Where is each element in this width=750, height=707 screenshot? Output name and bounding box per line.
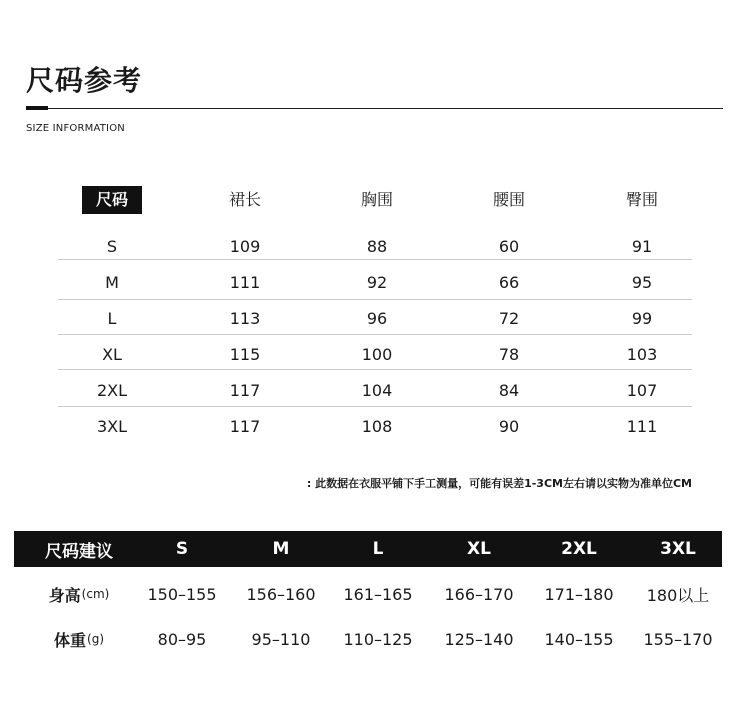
cell-value: 110–125 <box>343 629 413 649</box>
row-label-unit: (cm) <box>81 587 110 601</box>
cell-size: L <box>107 308 117 328</box>
cell-size: 3XL <box>96 416 128 436</box>
table-row <box>58 336 692 372</box>
cell-value: 156–160 <box>246 584 316 604</box>
page-title: 尺码参考 <box>26 64 143 97</box>
cell-bust: 96 <box>366 308 388 328</box>
cell-waist: 72 <box>498 308 520 328</box>
cell-size: XL <box>102 344 122 364</box>
cell-bust: 100 <box>361 344 393 364</box>
cell-waist: 90 <box>498 416 520 436</box>
cell-hip: 99 <box>631 308 653 328</box>
measure-header-length: 裙长 <box>228 190 261 209</box>
recommend-row-weight <box>14 619 722 659</box>
cell-hip: 107 <box>626 380 658 400</box>
page-subtitle: SIZE INFORMATION <box>26 123 125 134</box>
cell-bust: 92 <box>366 272 388 292</box>
cell-length: 117 <box>229 380 261 400</box>
row-divider <box>58 259 692 260</box>
row-divider <box>58 334 692 335</box>
recommend-row-height <box>14 574 722 614</box>
measure-header-size: 尺码 <box>82 186 142 214</box>
row-divider <box>58 369 692 370</box>
cell-hip: 111 <box>626 416 658 436</box>
cell-value: 150–155 <box>147 584 217 604</box>
recommend-size-2xl: 2XL <box>561 539 597 559</box>
cell-length: 117 <box>229 416 261 436</box>
recommend-size-xl: XL <box>467 539 491 559</box>
cell-hip: 95 <box>631 272 653 292</box>
cell-value: 95–110 <box>251 629 311 649</box>
measure-header-hip: 臀围 <box>625 190 658 209</box>
cell-size: 2XL <box>96 380 128 400</box>
cell-waist: 60 <box>498 236 520 256</box>
table-row <box>58 300 692 336</box>
measurement-note: : 此数据在衣服平铺下手工测量，可能有误差1-3CM左右请以实物为准单位CM <box>306 477 692 490</box>
cell-bust: 104 <box>361 380 393 400</box>
row-label <box>24 574 134 614</box>
row-label <box>24 619 134 659</box>
recommend-size-l: L <box>372 539 384 559</box>
row-divider <box>58 406 692 407</box>
cell-hip: 103 <box>626 344 658 364</box>
cell-size: S <box>106 236 118 256</box>
cell-value: 180以上 <box>646 585 710 605</box>
cell-waist: 78 <box>498 344 520 364</box>
cell-bust: 108 <box>361 416 393 436</box>
table-row <box>58 372 692 408</box>
cell-size: M <box>105 272 119 292</box>
recommend-size-3xl: 3XL <box>660 539 696 559</box>
recommend-header-bar <box>14 531 722 567</box>
table-row <box>58 264 692 300</box>
title-rule-accent <box>26 106 48 110</box>
title-rule <box>26 108 723 109</box>
recommend-size-s: S <box>175 539 189 559</box>
cell-length: 115 <box>229 344 261 364</box>
cell-value: 125–140 <box>444 629 514 649</box>
recommend-size-m: M <box>272 539 290 559</box>
measure-header-waist: 腰围 <box>492 190 525 209</box>
cell-value: 161–165 <box>343 584 413 604</box>
cell-length: 111 <box>229 272 261 292</box>
measure-header-bust: 胸围 <box>360 190 393 209</box>
cell-waist: 66 <box>498 272 520 292</box>
row-label-text: 身高 <box>48 585 81 605</box>
cell-hip: 91 <box>631 236 653 256</box>
cell-length: 113 <box>229 308 261 328</box>
cell-value: 140–155 <box>544 629 614 649</box>
recommend-header-label: 尺码建议 <box>45 541 113 562</box>
cell-value: 171–180 <box>544 584 614 604</box>
cell-value: 80–95 <box>157 629 207 649</box>
table-row <box>58 408 692 444</box>
cell-bust: 88 <box>366 236 388 256</box>
cell-length: 109 <box>229 236 261 256</box>
row-label-unit: (g) <box>87 632 104 646</box>
cell-value: 166–170 <box>444 584 514 604</box>
cell-value: 155–170 <box>643 629 713 649</box>
cell-waist: 84 <box>498 380 520 400</box>
row-label-text: 体重 <box>54 630 87 650</box>
